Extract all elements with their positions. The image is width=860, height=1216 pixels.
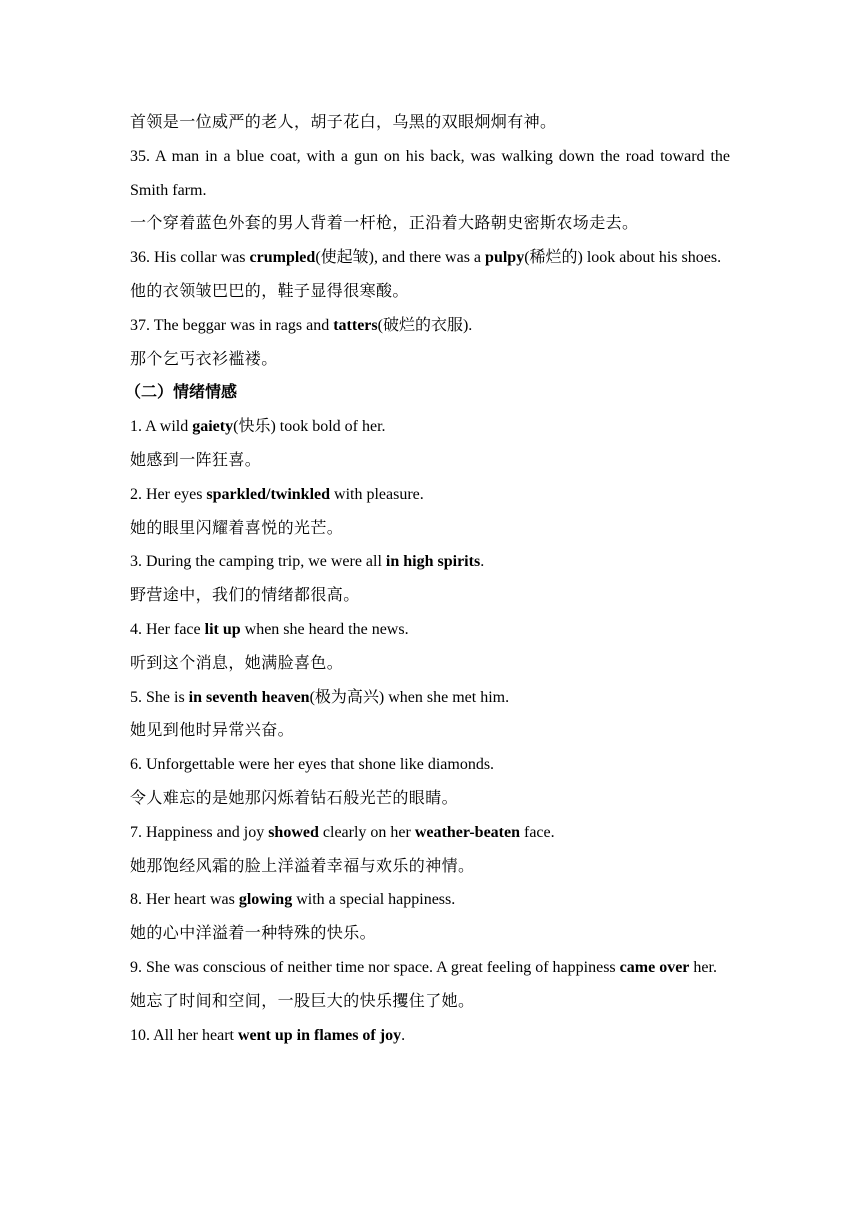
sentence-text: (使起皱), and there was a [315,249,486,267]
english-sentence [130,816,730,850]
sentence-text: . [480,553,485,571]
bold-phrase: pulpy [485,249,525,267]
sentence-text: 3. During the camping trip, we were all [130,553,386,571]
chinese-translation: 她那饱经风霜的脸上洋溢着幸福与欢乐的神情。 [130,857,475,875]
bold-phrase: sparkled/twinkled [206,485,331,503]
sentence-text: 35. A man in a blue coat, with a gun on his back, was walking down the road toward the Smith farm. [130,147,730,199]
sentence-text: (快乐) took bold of her. [233,418,386,436]
bold-phrase: glowing [238,891,293,909]
sentence-text: face. [520,823,555,841]
sentence-text: 6. Unforgettable were her eyes that shone like diamonds. [130,756,495,774]
sentence-text: 2. Her eyes [130,485,207,503]
chinese-translation: 他的衣领皱巴巴的，鞋子显得很寒酸。 [130,282,409,300]
sentence-text: (极为高兴) when she met him. [309,688,510,706]
bold-phrase: in high spirits [385,553,481,571]
bold-phrase: lit up [204,620,241,638]
english-sentence [130,1019,730,1053]
english-sentence [130,883,730,917]
sentence-text: . [401,1026,406,1044]
sentence-text: 1. A wild [130,418,193,436]
sentence-text: 10. All her heart [130,1026,238,1044]
sentence-text: 7. Happiness and joy [130,823,269,841]
sentence-text: (稀烂的) look about his shoes. [524,249,722,267]
english-sentence [130,241,730,275]
chinese-translation: 那个乞丐衣衫褴褛。 [130,350,278,368]
bold-phrase: in seventh heaven [188,688,310,706]
bold-phrase: went up in flames of joy [237,1026,402,1044]
english-sentence [130,140,730,208]
english-sentence [130,951,730,985]
sentence-text: clearly on her [318,823,415,841]
english-sentence [130,545,730,579]
sentence-text: 9. She was conscious of neither time nor space. A great feeling of happiness [130,958,620,976]
bold-phrase: crumpled [249,249,316,267]
english-sentence [130,681,730,715]
english-sentence [130,309,730,343]
sentence-text: 5. She is [130,688,189,706]
chinese-translation: 一个穿着蓝色外套的男人背着一杆枪，正沿着大路朝史密斯农场走去。 [130,215,639,233]
document-body [125,106,730,1052]
english-sentence [130,748,730,782]
chinese-translation: 野营途中，我们的情绪都很高。 [130,587,360,605]
english-sentence [130,410,730,444]
sentence-text: 37. The beggar was in rags and [130,316,334,334]
chinese-translation: 她感到一阵狂喜。 [130,451,262,469]
chinese-translation: 她忘了时间和空间，一股巨大的快乐攫住了她。 [130,992,475,1010]
sentence-text: (破烂的衣服). [377,316,473,334]
chinese-translation: 首领是一位威严的老人，胡子花白，乌黑的双眼炯炯有神。 [130,114,557,131]
section-heading: （二）情绪情感 [125,384,238,402]
english-sentence [130,613,730,647]
sentence-text: 8. Her heart was [130,891,239,909]
sentence-text: with a special happiness. [292,891,456,909]
chinese-translation: 她见到他时异常兴奋。 [130,722,295,740]
bold-phrase: came over [619,958,690,976]
chinese-translation: 听到这个消息，她满脸喜色。 [130,654,344,672]
english-sentence [130,478,730,512]
bold-phrase: gaiety [192,418,234,436]
sentence-text: with pleasure. [330,485,424,503]
chinese-translation: 她的眼里闪耀着喜悦的光芒。 [130,519,344,537]
sentence-text: 36. His collar was [130,249,250,267]
sentence-text: 4. Her face [130,620,205,638]
chinese-translation: 令人难忘的是她那闪烁着钻石般光芒的眼睛。 [130,789,459,807]
chinese-translation: 她的心中洋溢着一种特殊的快乐。 [130,925,377,943]
sentence-text: when she heard the news. [240,620,409,638]
bold-phrase: weather-beaten [414,823,520,841]
sentence-text: her. [689,958,717,976]
bold-phrase: tatters [333,316,378,334]
bold-phrase: showed [268,823,319,841]
